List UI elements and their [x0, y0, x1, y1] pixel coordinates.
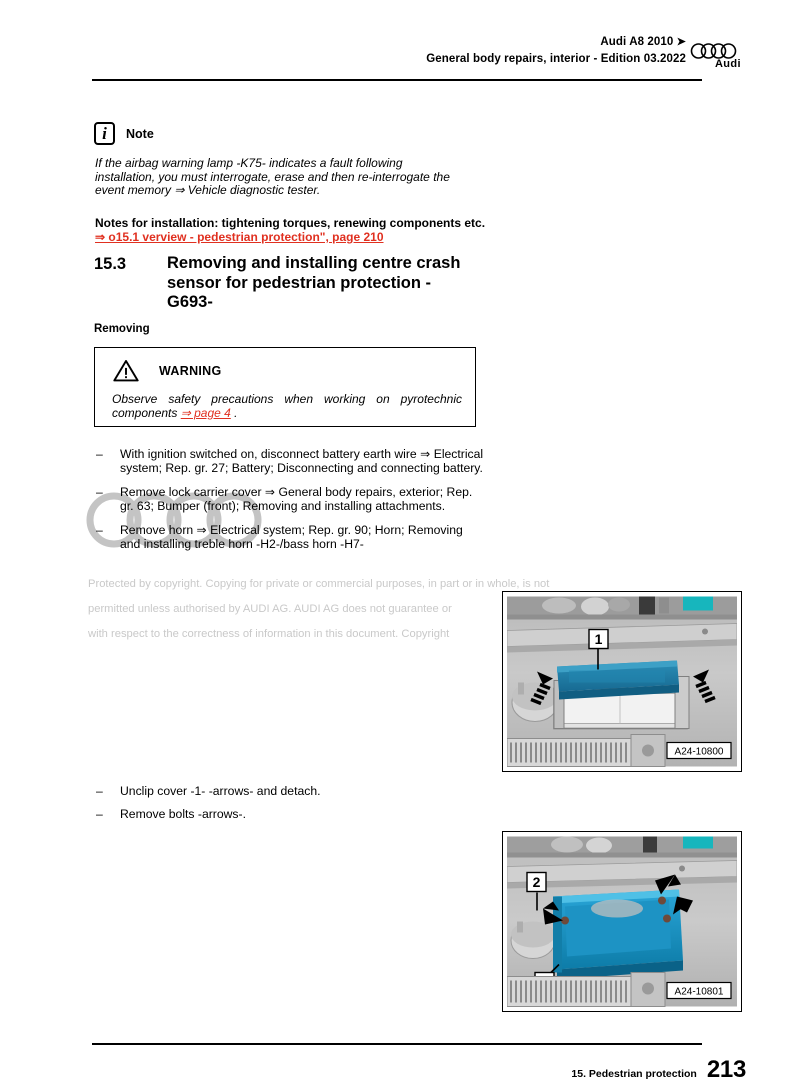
list-item — [94, 523, 486, 551]
copyright-line: Protected by copyright. Copying for private or commercial purposes, in part or in whole, is not — [88, 578, 550, 590]
section-number: 15.3 — [94, 255, 127, 273]
warning-label: WARNING — [159, 363, 222, 378]
list-item-text: Remove bolts -arrows-. — [120, 807, 246, 821]
note-label: Note — [126, 126, 154, 141]
note-install-link[interactable]: ⇒ o15.1 verview - pedestrian protection", page 210 — [95, 230, 384, 244]
list-item-text: With ignition switched on, disconnect battery earth wire ⇒ Electrical system; Rep. gr. 27; Battery; Disconnecting and connecting battery. — [120, 447, 484, 475]
page-footer — [571, 1056, 746, 1084]
page-header — [92, 34, 744, 80]
header-edition: General body repairs, interior - Edition 03.2022 — [426, 53, 686, 65]
copyright-line: with respect to the correctness of information in this document. Copyright — [88, 628, 450, 640]
warning-text — [112, 392, 462, 420]
figure-cover-unclip — [502, 591, 742, 772]
list-dash: – — [96, 807, 103, 821]
svg-text:1: 1 — [594, 631, 603, 647]
figure-id-label: A24-10800 — [674, 746, 724, 758]
warning-text-prefix: Observe safety precautions when working on pyrotechnic components — [112, 392, 462, 420]
warning-page-link[interactable]: ⇒ page 4 — [180, 406, 231, 420]
list-item-text: Remove horn ⇒ Electrical system; Rep. gr. 90; Horn; Removing and installing treble horn -H2-/bass horn -H7- — [120, 523, 463, 551]
list-item — [94, 784, 486, 798]
info-icon: i — [94, 122, 115, 145]
header-model: Audi A8 2010 — [600, 36, 674, 48]
list-item-text: Unclip cover -1- -arrows- and detach. — [120, 784, 321, 798]
list-item — [94, 485, 486, 513]
header-divider — [92, 79, 702, 81]
figure-cover-unclip-image — [507, 596, 737, 767]
note-install-paragraph — [95, 216, 495, 244]
warning-triangle-icon — [113, 359, 139, 382]
subsection-heading: Removing — [94, 323, 150, 335]
note-header — [94, 122, 154, 145]
svg-text:2: 2 — [532, 874, 541, 890]
footer-page-number: 213 — [706, 1056, 746, 1083]
audi-wordmark: Audi — [714, 58, 741, 70]
figure-id-label: A24-10801 — [674, 986, 724, 998]
warning-box — [94, 347, 476, 427]
footer-section-name: 15. Pedestrian protection — [571, 1068, 697, 1080]
list-item — [94, 447, 486, 475]
warning-header — [113, 359, 222, 382]
header-title-block — [426, 34, 686, 68]
removal-steps-list-mid — [94, 784, 486, 821]
list-item — [94, 807, 486, 821]
note-body-text: If the airbag warning lamp -K75- indicates a fault following installation, you must interrogate, erase and then re-interrogate the event memory ⇒ Vehicle diagnostic tester. — [95, 156, 450, 198]
list-dash: – — [96, 485, 103, 499]
copyright-line: permitted unless authorised by AUDI AG. AUDI AG does not guarantee or — [88, 603, 452, 615]
header-model-line — [426, 34, 686, 51]
figure-sensor-bolts-image — [507, 836, 737, 1007]
removal-steps-list-top — [94, 447, 486, 551]
list-item-text: Remove lock carrier cover ⇒ General body repairs, exterior; Rep. gr. 63; Bumper (front); Removing and installing attachments. — [120, 485, 473, 513]
arrow-right-icon: ➤ — [676, 36, 686, 48]
page-title: Removing and installing centre crash sensor for pedestrian protection - G693- — [167, 254, 461, 311]
list-dash: – — [96, 523, 103, 537]
list-dash: – — [96, 784, 103, 798]
footer-divider — [92, 1043, 702, 1045]
list-dash: – — [96, 447, 103, 461]
figure-sensor-bolts — [502, 831, 742, 1012]
warning-text-suffix: . — [230, 406, 238, 420]
note-install-prefix: Notes for installation: tightening torques, renewing components etc. — [95, 216, 486, 230]
